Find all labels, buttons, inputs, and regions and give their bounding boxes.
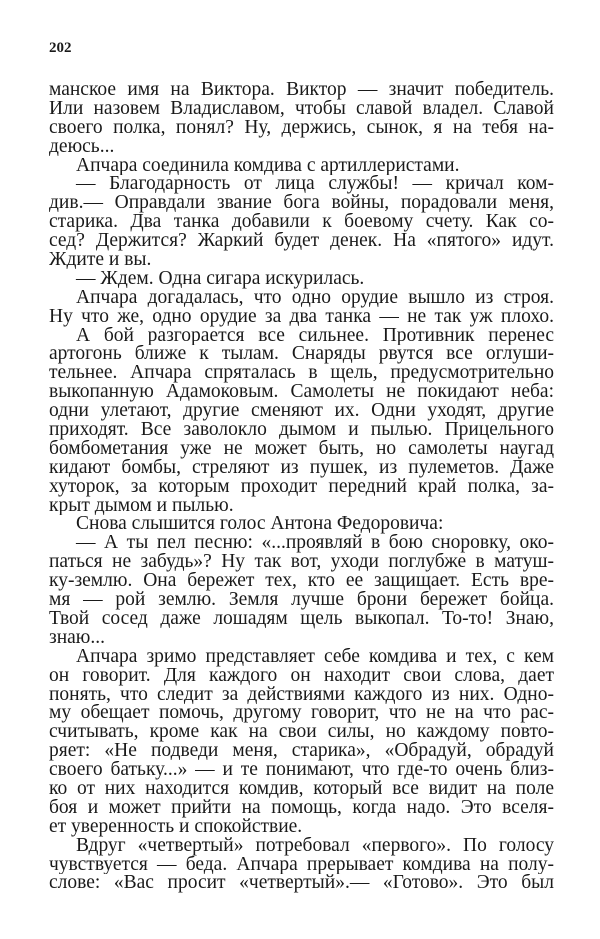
text-line: Апчара соединила комдива с артиллеристами. [76, 156, 460, 176]
text-line: Ждите и вы. [49, 251, 152, 270]
text-line: Вдруг «четвертый» потребовал «первого». По голосу [76, 836, 554, 856]
text-line: артогонь ближе к тылам. Снаряды рвутся все оглуши- [49, 345, 554, 365]
text-line: слове: «Вас просит «четвертый».— «Готово». Это был [49, 874, 554, 894]
text-line: одни улетают, другие сменяют их. Одни уходят, другие [49, 402, 554, 422]
text-line: старика. Два танка добавили к боевому счету. Как со- [49, 213, 554, 233]
text-line: сед? Держится? Жаркий будет денек. На «пятого» идут. [49, 232, 554, 252]
text-line: Твой сосед даже лошадям щель выкопал. То-то! Знаю, [49, 609, 554, 629]
text-line: чувствуется — беда. Апчара прерывает комдива на полу- [49, 855, 554, 875]
text-line: хуторок, за которым проходит передний край полка, за- [49, 477, 554, 497]
text-line: своего полка, понял? Ну, держись, сынок, я на тебя на- [49, 118, 554, 138]
text-line: тельнее. Апчара спряталась в щель, предусмотрительно [49, 364, 554, 384]
text-line: А бой разгорается все сильнее. Противник перенес [76, 326, 554, 346]
text-line: ряет: «Не подведи меня, старика», «Обрадуй, обрадуй [49, 742, 554, 762]
text-line: — А ты пел песню: «...проявляй в бою сноровку, око- [76, 534, 554, 554]
text-line: — Благодарность от лица службы! — кричал ком- [76, 175, 554, 195]
body-text [49, 81, 554, 893]
text-line: ет уверенность и спокойствие. [49, 817, 303, 837]
text-line: он говорит. Для каждого он находит свои слова, дает [49, 666, 554, 686]
text-line: выкопанную Адамоковым. Самолеты не покидают неба: [49, 383, 554, 403]
text-line: своего батьку...» — и те понимают, что где-то очень близ- [49, 761, 554, 780]
text-line: приходят. Все заволокло дымом и пылью. Прицельного [49, 421, 554, 440]
text-line: — Ждем. Одна сигара искурилась. [76, 269, 365, 289]
text-line: Или назовем Владиславом, чтобы славой владел. Славой [49, 99, 554, 119]
text-line: мя — рой землю. Земля лучше брони бережет бойца. [49, 591, 554, 610]
text-line: боя и может прийти на помощь, когда надо. Это вселя- [49, 798, 554, 818]
text-line: Апчара догадалась, что одно орудие вышло из строя. [76, 288, 554, 308]
text-line: кидают бомбы, стреляют из пушек, из пулеметов. Даже [49, 458, 554, 478]
text-line: паться не забудь»? Ну так вот, уходи поглубже в матуш- [49, 553, 554, 573]
page-number: 202 [49, 40, 72, 56]
text-line: манское имя на Виктора. Виктор — значит победитель. [49, 81, 554, 100]
text-line: му обещает помочь, другому говорит, что не на что рас- [49, 704, 554, 724]
text-line: деюсь... [49, 137, 115, 157]
text-line: Ну что же, одно орудие за два танка — не так уж плохо. [49, 307, 554, 327]
text-line: крыт дымом и пылью. [49, 496, 234, 516]
text-line: Апчара зримо представляет себе комдива и тех, с кем [76, 647, 554, 667]
text-line: див.— Оправдали звание бога войны, порадовали меня, [49, 194, 554, 214]
text-line: ку-землю. Она бережет тех, кто ее защищает. Есть вре- [49, 572, 554, 592]
text-line: бомбометания уже не может быть, но самолеты наугад [49, 439, 554, 459]
text-line: Снова слышится голос Антона Федоровича: [76, 515, 444, 535]
text-line: считывать, кроме как на свои силы, но каждому повто- [49, 723, 554, 743]
text-line: понять, что следит за действиями каждого из них. Одно- [49, 685, 554, 705]
text-line: знаю... [49, 628, 105, 648]
text-line: ко от них находится комдив, который все видит на поле [49, 779, 554, 799]
